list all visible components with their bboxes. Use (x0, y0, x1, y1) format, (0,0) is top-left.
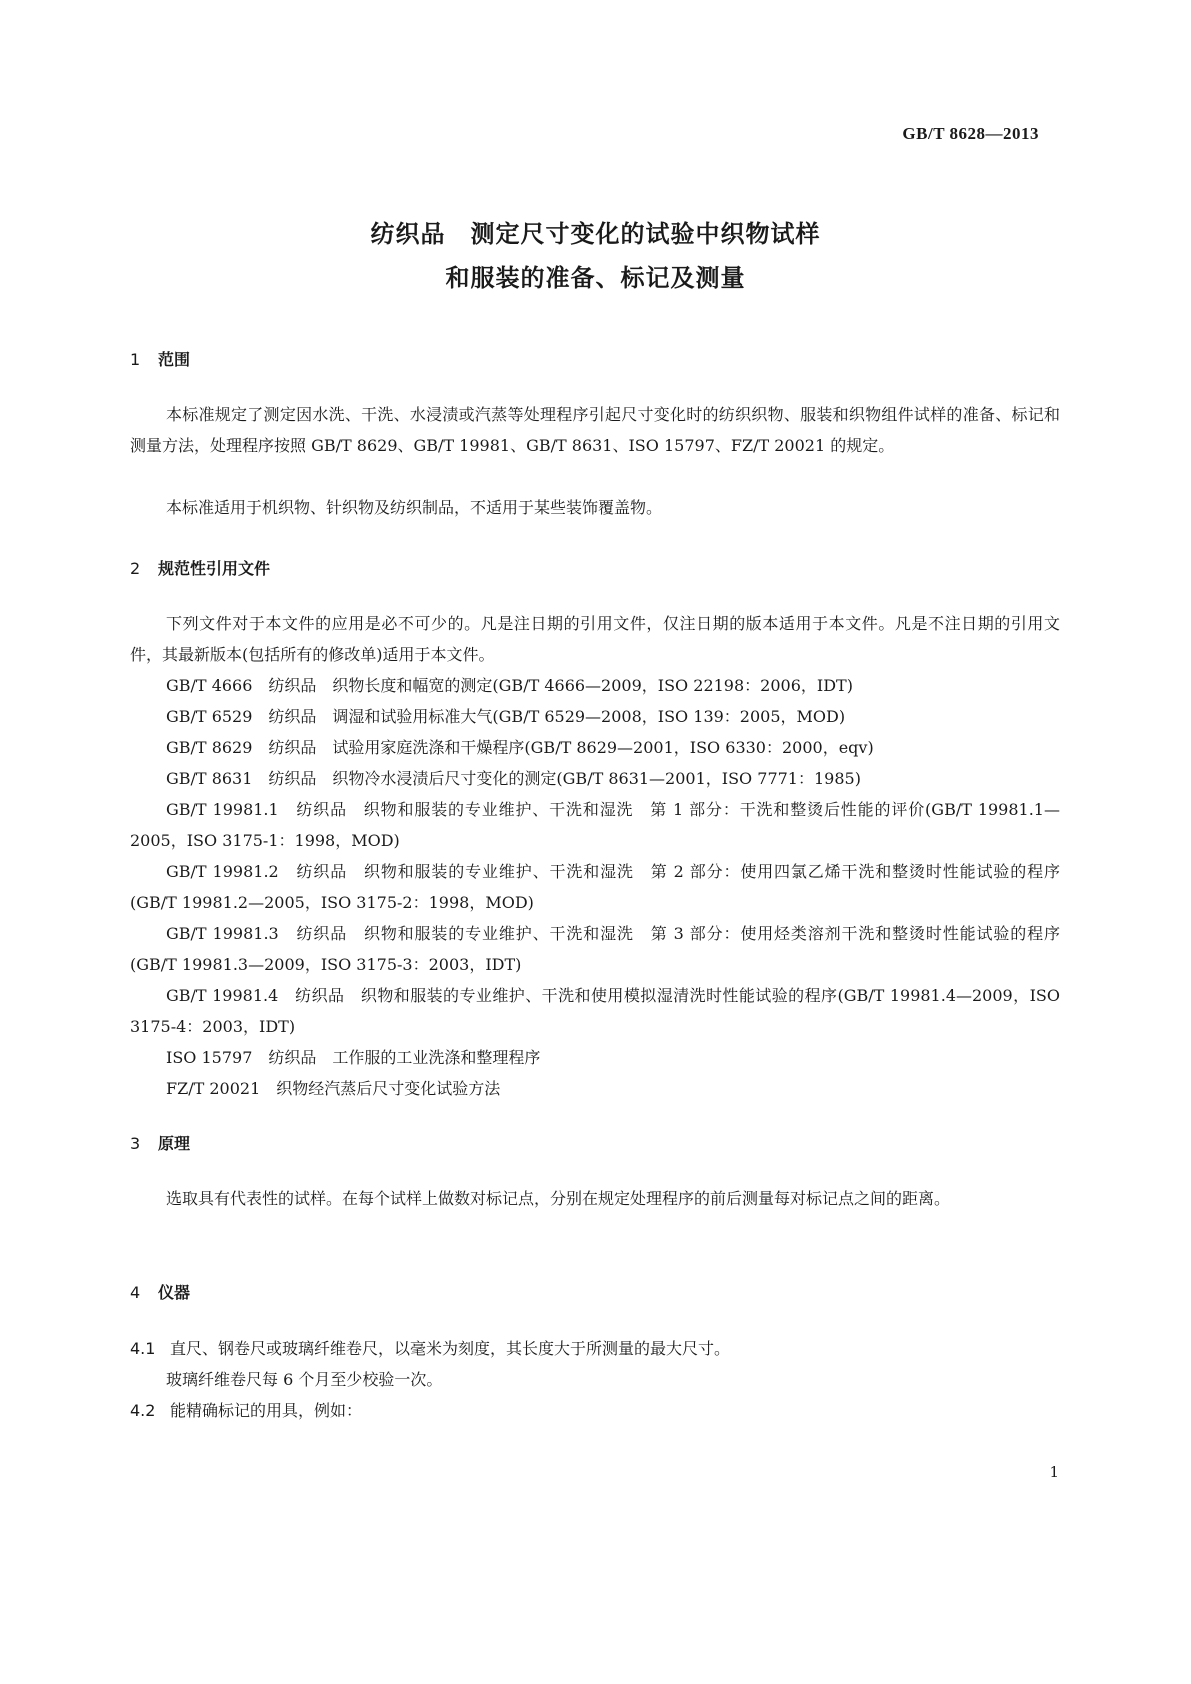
title-line-2: 和服装的准备、标记及测量 (445, 264, 746, 292)
section-title: 规范性引用文件 (158, 559, 271, 578)
clause-text: 能精确标记的用具，例如： (170, 1401, 363, 1420)
page-number: 1 (1049, 1463, 1059, 1481)
section-1-heading (130, 347, 190, 370)
standard-code: GB/T 8628—2013 (902, 124, 1039, 143)
clause-number: 4.2 (130, 1401, 156, 1420)
reference-item: GB/T 19981.3 纺织品 织物和服装的专业维护、干洗和湿洗 第 3 部分：使用烃类溶剂干洗和整烫时性能试验的程序(GB/T 19981.3—2009，ISO 3175-3：2003，IDT) (130, 924, 1060, 974)
section-number: 2 (130, 559, 141, 578)
section-title: 原理 (158, 1134, 191, 1153)
reference-item: GB/T 19981.2 纺织品 织物和服装的专业维护、干洗和湿洗 第 2 部分：使用四氯乙烯干洗和整烫时性能试验的程序(GB/T 19981.2—2005，ISO 3175-2：1998，MOD) (130, 862, 1060, 912)
section-number: 3 (130, 1134, 141, 1153)
reference-item: GB/T 4666 纺织品 织物长度和幅宽的测定(GB/T 4666—2009，ISO 22198：2006，IDT) (166, 676, 853, 695)
section-number: 4 (130, 1283, 141, 1302)
section-2-heading (130, 556, 270, 579)
section-title: 仪器 (158, 1283, 191, 1302)
clause-number: 4.1 (130, 1339, 156, 1358)
reference-item: GB/T 8629 纺织品 试验用家庭洗涤和干燥程序(GB/T 8629—2001，ISO 6330：2000，eqv) (166, 738, 874, 757)
reference-item: ISO 15797 纺织品 工作服的工业洗涤和整理程序 (166, 1048, 541, 1067)
section-1-paragraph-2: 本标准适用于机织物、针织物及纺织制品，不适用于某些装饰覆盖物。 (166, 498, 663, 517)
reference-item: GB/T 19981.1 纺织品 织物和服装的专业维护、干洗和湿洗 第 1 部分：干洗和整烫后性能的评价(GB/T 19981.1—2005，ISO 3175-1：1998，MOD) (130, 800, 1060, 850)
clause-4-1 (130, 1333, 1060, 1364)
clause-text: 直尺、钢卷尺或玻璃纤维卷尺，以毫米为刻度，其长度大于所测量的最大尺寸。 (170, 1339, 731, 1358)
section-number: 1 (130, 350, 141, 369)
clause-4-2 (130, 1395, 1060, 1426)
reference-item: GB/T 8631 纺织品 织物冷水浸渍后尺寸变化的测定(GB/T 8631—2001，ISO 7771：1985) (166, 769, 861, 788)
title-line-1: 纺织品 测定尺寸变化的试验中织物试样 (370, 220, 821, 248)
document-title (0, 212, 1191, 300)
section-3-heading (130, 1131, 190, 1154)
section-title: 范围 (158, 350, 191, 369)
reference-item: GB/T 19981.4 纺织品 织物和服装的专业维护、干洗和使用模拟湿清洗时性能试验的程序(GB/T 19981.4—2009，ISO 3175-4：2003，IDT) (130, 986, 1066, 1036)
section-1-paragraph-1: 本标准规定了测定因水洗、干洗、水浸渍或汽蒸等处理程序引起尺寸变化时的纺织织物、服装和织物组件试样的准备、标记和测量方法，处理程序按照 GB/T 8629、GB/T 19981、GB/T 8631、ISO 15797、FZ/T 20021 的规定。 (130, 405, 1060, 455)
section-4-heading (130, 1280, 190, 1303)
reference-item: GB/T 6529 纺织品 调湿和试验用标准大气(GB/T 6529—2008，ISO 139：2005，MOD) (166, 707, 846, 726)
reference-item: FZ/T 20021 织物经汽蒸后尺寸变化试验方法 (166, 1079, 501, 1098)
section-2-intro: 下列文件对于本文件的应用是必不可少的。凡是注日期的引用文件，仅注日期的版本适用于本文件。凡是不注日期的引用文件，其最新版本(包括所有的修改单)适用于本文件。 (130, 614, 1060, 664)
section-3-paragraph: 选取具有代表性的试样。在每个试样上做数对标记点，分别在规定处理程序的前后测量每对标记点之间的距离。 (166, 1189, 951, 1208)
clause-4-1-note: 玻璃纤维卷尺每 6 个月至少校验一次。 (166, 1370, 443, 1389)
